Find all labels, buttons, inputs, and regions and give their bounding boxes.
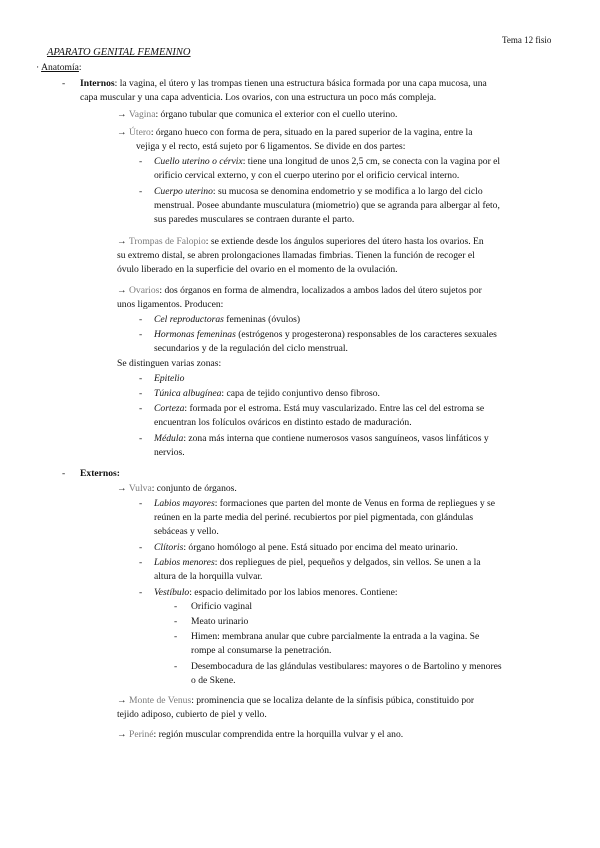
clitoris-text: : órgano homólogo al pene. Está situado por encima del meato urinario.	[183, 542, 458, 553]
cel-line	[154, 313, 300, 327]
hormonas-term: Hormonas femeninas	[154, 329, 236, 340]
dash-bullet: -	[174, 661, 178, 672]
anatomy-colon: :	[78, 62, 82, 73]
tunica-text: : capa de tejido conjuntivo denso fibroso.	[221, 388, 380, 399]
cuerpo-term: Cuerpo uterino	[154, 186, 213, 197]
ovarios-line-2: unos ligamentos. Producen:	[117, 299, 224, 310]
vestibulo-term: Vestíbulo	[154, 587, 190, 598]
utero-term: Útero	[129, 127, 151, 138]
corteza-text-1: : formada por el estroma. Está muy vascularizado. Entre las cel del estroma se	[184, 403, 485, 414]
ovarios-term: Ovarios	[129, 285, 160, 296]
hormonas-text-1: (estrógenos y progesterona) responsables de los caracteres sexuales	[235, 329, 497, 340]
trompas-text-1: : se extiende desde los ángulos superiores del útero hasta los ovarios. En	[205, 236, 484, 247]
medula-line-1	[154, 432, 489, 446]
arrow-icon: →	[117, 127, 127, 138]
zonas-line: Se distinguen varias zonas:	[117, 358, 222, 369]
internos-line-1	[80, 77, 487, 91]
dash-bullet: -	[139, 542, 143, 553]
cuello-term: Cuello uterino o cérvix	[154, 156, 243, 167]
vagina-text: : órgano tubular que comunica el exterior con el cuello uterino.	[155, 109, 398, 120]
tunica-term: Túnica albugínea	[154, 388, 222, 399]
dash-bullet: -	[139, 186, 143, 197]
perine-line	[117, 728, 403, 742]
dash-bullet: -	[139, 433, 143, 444]
cuerpo-line-1	[154, 185, 483, 199]
bullet-icon: ·	[36, 62, 40, 73]
menores-text-1: : dos repliegues de piel, pequeños y delgados, sin vellos. Se unen a la	[214, 557, 481, 568]
medula-text-1: : zona más interna que contiene numerosos vasos sanguíneos, vasos linfáticos y	[183, 433, 489, 444]
dash-bullet: -	[174, 631, 178, 642]
trompas-line-1	[117, 235, 484, 249]
dash-bullet: -	[62, 468, 66, 479]
anatomy-heading	[36, 61, 82, 75]
dash-bullet: -	[174, 601, 178, 612]
cuello-line-2: orificio cervical externo, y con el cuerpo uterino por el orificio cervical interno.	[154, 170, 460, 181]
medula-line-2: nervios.	[154, 447, 185, 458]
menores-line-2: altura de la horquilla vulvar.	[154, 571, 263, 582]
corteza-term: Corteza	[154, 403, 185, 414]
vestibulo-item: Desembocadura de las glándulas vestibulares: mayores o de Bartolino y menores	[191, 661, 502, 672]
vestibulo-line	[154, 586, 398, 600]
vagina-line	[117, 108, 397, 122]
monte-text-1: : prominencia que se localiza delante de la sínfisis púbica, constituido por	[191, 695, 475, 706]
monte-line-1	[117, 694, 474, 708]
corteza-line-1	[154, 402, 484, 416]
menores-term: Labios menores	[154, 557, 215, 568]
vestibulo-text: : espacio delimitado por los labios menores. Contiene:	[189, 587, 398, 598]
perine-text: : región muscular comprendida entre la horquilla vulvar y el ano.	[153, 729, 404, 740]
dash-bullet: -	[139, 314, 143, 325]
dash-bullet: -	[174, 616, 178, 627]
internos-line-2: capa muscular y una capa adventicia. Los ovarios, con una estructura un poco más compleja.	[80, 92, 437, 103]
vulva-term: Vulva	[128, 483, 152, 494]
tunica-line	[154, 387, 380, 401]
arrow-icon: →	[117, 695, 127, 706]
ovarios-text-1: : dos órganos en forma de almendra, localizados a ambos lados del útero sujetos por	[159, 285, 482, 296]
utero-text-1: : órgano hueco con forma de pera, situado en la pared superior de la vagina, entre la	[150, 127, 473, 138]
dash-bullet: -	[62, 78, 66, 89]
internos-text-1: : la vagina, el útero y las trompas tienen una estructura básica formada por una capa mucosa, una	[114, 78, 487, 89]
arrow-icon: →	[117, 236, 127, 247]
dash-bullet: -	[139, 388, 143, 399]
vulva-line	[117, 482, 237, 496]
dash-bullet: -	[139, 587, 143, 598]
arrow-icon: →	[117, 483, 127, 494]
trompas-term: Trompas de Falopio	[128, 236, 206, 247]
cuerpo-line-3: sus paredes musculares se contraen durante el parto.	[154, 214, 355, 225]
vestibulo-item: Orificio vaginal	[191, 601, 253, 612]
medula-term: Médula	[154, 433, 184, 444]
ovarios-line-1	[117, 284, 482, 298]
perine-term: Periné	[129, 729, 154, 740]
vulva-text: : conjunto de órganos.	[151, 483, 237, 494]
vestibulo-item-continued: o de Skene.	[191, 675, 236, 686]
cuello-line-1	[154, 155, 500, 169]
anatomy-label: Anatomía	[41, 62, 79, 73]
dash-bullet: -	[139, 498, 143, 509]
externos-label: Externos:	[80, 468, 120, 479]
page-title: APARATO GENITAL FEMENINO	[47, 47, 191, 58]
hormonas-line-1	[154, 328, 497, 342]
dash-bullet: -	[139, 329, 143, 340]
internos-label: Internos	[80, 78, 115, 89]
arrow-icon: →	[117, 285, 127, 296]
mayores-line-3: sebáceas y vello.	[154, 526, 219, 537]
vestibulo-item: Meato urinario	[191, 616, 249, 627]
epitelio-line: Epitelio	[154, 373, 185, 384]
vagina-term: Vagina	[128, 109, 156, 120]
cuerpo-line-2: menstrual. Posee abundante musculatura (miometrio) que se agranda para albergar al feto,	[154, 200, 500, 211]
menores-line-1	[154, 556, 481, 570]
dash-bullet: -	[139, 557, 143, 568]
mayores-line-2: reúnen en la parte media del periné. recubiertos por piel pigmentada, con glándulas	[154, 512, 474, 523]
cuello-text-1: : tiene una longitud de unos 2,5 cm, se conecta con la vagina por el	[242, 156, 501, 167]
header-label: Tema 12 fisio	[502, 35, 552, 45]
trompas-line-3: óvulo liberado en la superficie del ovario en el momento de la ovulación.	[117, 264, 398, 275]
clitoris-term: Clítoris	[154, 542, 184, 553]
arrow-icon: →	[117, 109, 127, 120]
cuerpo-text-1: : su mucosa se denomina endometrio y se modifica a lo largo del ciclo	[212, 186, 483, 197]
clitoris-line	[154, 541, 458, 555]
vestibulo-item-continued: rompe al consumarse la penetración.	[191, 645, 332, 656]
mayores-line-1	[154, 497, 495, 511]
utero-line-2: vejiga y el recto, está sujeto por 6 ligamentos. Se divide en dos partes:	[136, 141, 406, 152]
cel-text: femeninas (óvulos)	[223, 314, 301, 325]
mayores-term: Labios mayores	[154, 498, 215, 509]
corteza-line-2: encuentran los folículos ováricos en distinto estado de maduración.	[154, 417, 412, 428]
dash-bullet: -	[139, 403, 143, 414]
trompas-line-2: su extremo distal, se abren prolongaciones llamadas fimbrias. Tienen la función de recoger el	[117, 250, 475, 261]
dash-bullet: -	[139, 373, 143, 384]
mayores-text-1: : formaciones que parten del monte de Venus en forma de repliegues y se	[214, 498, 496, 509]
utero-line-1	[117, 126, 472, 140]
monte-term: Monte de Venus	[129, 695, 192, 706]
dash-bullet: -	[139, 156, 143, 167]
hormonas-line-2: secundarios y de la regulación del ciclo menstrual.	[154, 343, 348, 354]
cel-term: Cel reproductoras	[154, 314, 224, 325]
vestibulo-item: Himen: membrana anular que cubre parcialmente la entrada a la vagina. Se	[191, 631, 480, 642]
monte-line-2: tejido adiposo, cubierto de piel y vello.	[117, 709, 267, 720]
arrow-icon: →	[117, 729, 127, 740]
